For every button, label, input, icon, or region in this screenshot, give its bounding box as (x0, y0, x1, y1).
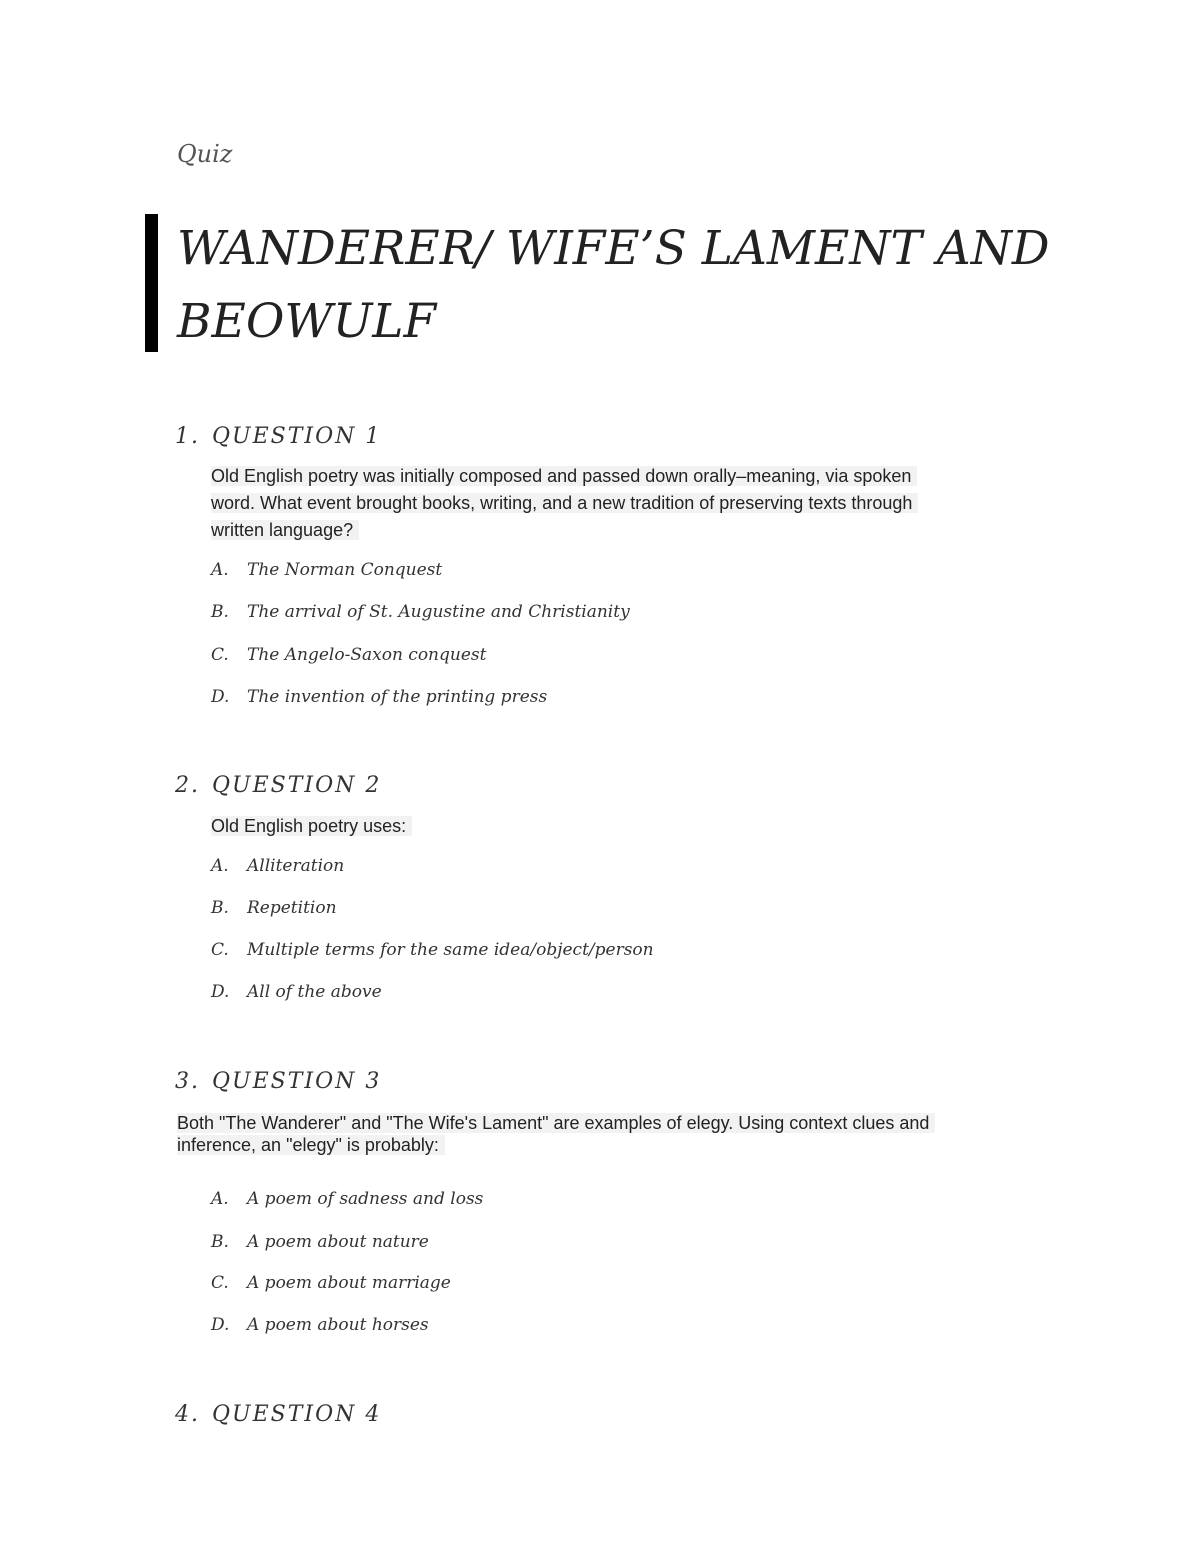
option-letter: A. (211, 1189, 229, 1209)
option-text: A poem of sadness and loss (247, 1189, 484, 1209)
question-number: 1. (175, 424, 200, 449)
question-text-line: word. What event brought books, writing, and a new tradition of preserving texts through (211, 493, 918, 513)
question-2-text (211, 813, 412, 840)
question-text-line: written language? (211, 520, 359, 540)
question-title: QUESTION 4 (212, 1402, 382, 1427)
answer-option (211, 687, 547, 707)
question-title: QUESTION 3 (212, 1069, 382, 1094)
option-text: Multiple terms for the same idea/object/person (247, 940, 654, 960)
option-letter: C. (211, 1273, 229, 1293)
option-letter: B. (211, 898, 229, 918)
answer-option (211, 602, 630, 622)
question-number: 3. (175, 1069, 200, 1094)
option-letter: D. (211, 687, 230, 707)
answer-option (211, 982, 382, 1002)
question-text-line: Old English poetry was initially composed and passed down orally–meaning, via spoken (211, 466, 917, 486)
question-3-heading (175, 1069, 381, 1094)
title-line-2: BEOWULF (177, 294, 437, 349)
option-text: The Norman Conquest (247, 560, 443, 580)
answer-option (211, 645, 486, 665)
option-text: A poem about nature (247, 1232, 429, 1252)
option-text: The invention of the printing press (247, 687, 548, 707)
option-letter: C. (211, 645, 229, 665)
answer-option (211, 940, 654, 960)
question-title: QUESTION 1 (212, 424, 382, 449)
document-title (177, 212, 1057, 358)
question-1-text (211, 463, 918, 544)
option-text: A poem about marriage (247, 1273, 451, 1293)
question-text-line: Both "The Wanderer" and "The Wife's Lament" are examples of elegy. Using context clues and (177, 1113, 935, 1133)
title-accent-bar (145, 214, 158, 352)
option-letter: D. (211, 982, 230, 1002)
question-number: 4. (175, 1402, 200, 1427)
option-letter: C. (211, 940, 229, 960)
answer-option (211, 1189, 483, 1209)
answer-option (211, 560, 442, 580)
option-letter: A. (211, 856, 229, 876)
option-letter: A. (211, 560, 229, 580)
option-text: The arrival of St. Augustine and Christianity (247, 602, 630, 622)
question-3-text (177, 1112, 935, 1156)
answer-option (211, 898, 337, 918)
question-1-heading (175, 424, 381, 449)
answer-option (211, 856, 344, 876)
question-4-heading (175, 1402, 381, 1427)
option-text: The Angelo-Saxon conquest (247, 645, 487, 665)
option-text: Repetition (247, 898, 337, 918)
question-2-heading (175, 773, 381, 798)
answer-option (211, 1273, 451, 1293)
option-letter: B. (211, 1232, 229, 1252)
question-text-line: inference, an "elegy" is probably: (177, 1135, 445, 1155)
option-letter: B. (211, 602, 229, 622)
option-text: All of the above (247, 982, 382, 1002)
question-title: QUESTION 2 (212, 773, 382, 798)
question-text-line: Old English poetry uses: (211, 816, 412, 836)
option-text: Alliteration (247, 856, 345, 876)
title-line-1: WANDERER/ WIFE’S LAMENT AND (177, 221, 1050, 276)
question-number: 2. (175, 773, 200, 798)
document-subtitle: Quiz (177, 140, 233, 168)
answer-option (211, 1315, 429, 1335)
answer-option (211, 1232, 429, 1252)
option-letter: D. (211, 1315, 230, 1335)
option-text: A poem about horses (247, 1315, 429, 1335)
